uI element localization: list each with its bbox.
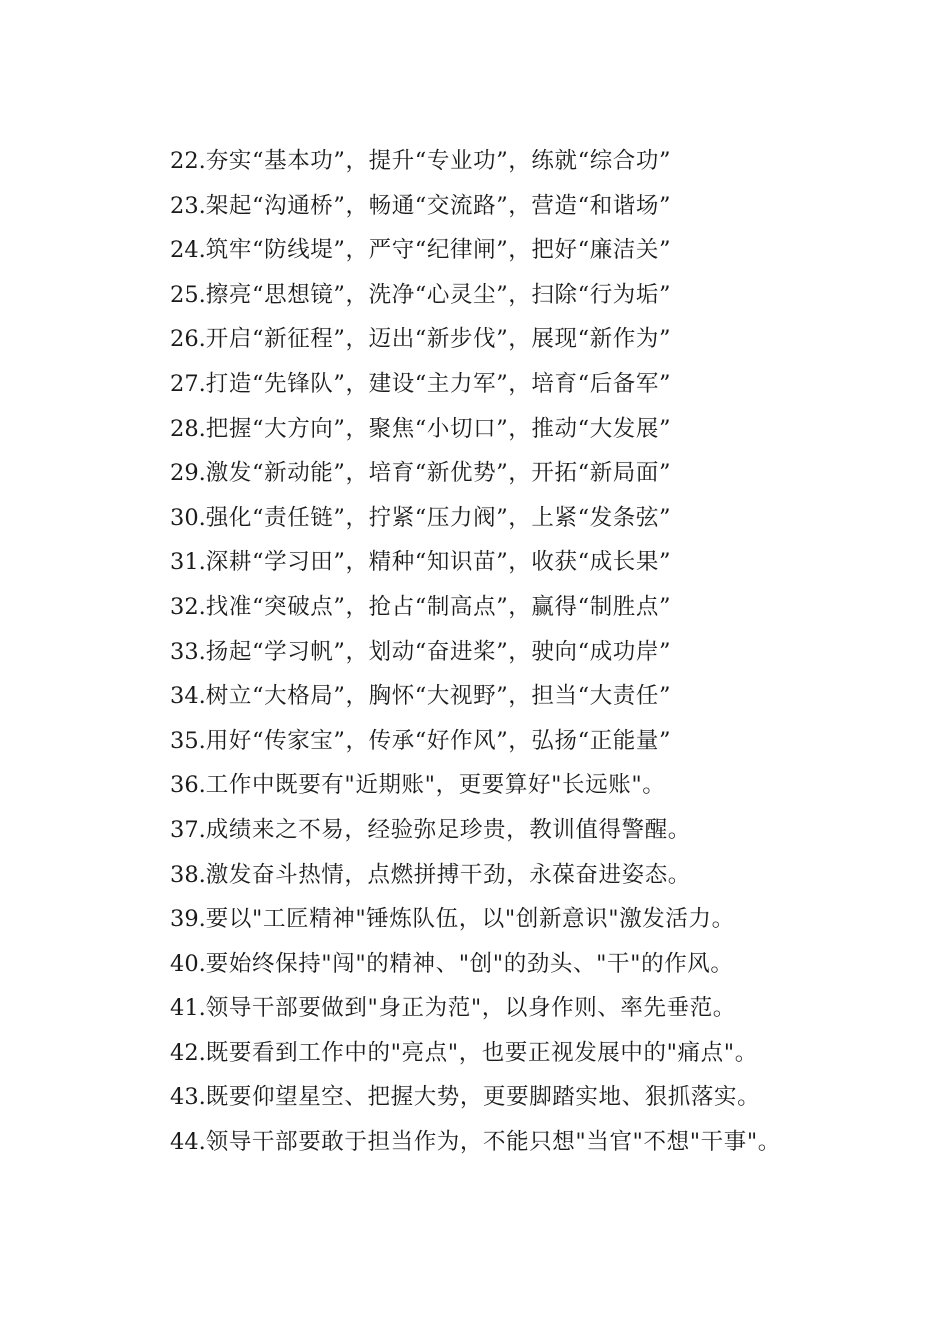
list-item — [170, 362, 890, 407]
list-item — [170, 897, 890, 942]
list-item — [170, 1120, 890, 1165]
item-text: 成绩来之不易，经验弥足珍贵，教训值得警醒。 — [205, 816, 691, 843]
list-item — [170, 1075, 890, 1120]
item-text: 既要看到工作中的"亮点"，也要正视发展中的"痛点"。 — [205, 1039, 758, 1066]
list-item — [170, 763, 890, 808]
item-number: 35. — [170, 727, 206, 754]
item-text: 强化“责任链”，拧紧“压力阀”，上紧“发条弦” — [205, 504, 672, 531]
item-text: 要始终保持"闯"的精神、"创"的劲头、"干"的作风。 — [205, 950, 734, 977]
item-number: 30. — [170, 504, 206, 531]
list-item — [170, 273, 890, 318]
item-number: 39. — [170, 906, 206, 933]
item-number: 38. — [170, 861, 206, 888]
item-number: 32. — [170, 593, 206, 620]
item-number: 26. — [170, 326, 206, 353]
item-number: 43. — [170, 1084, 206, 1111]
list-item — [170, 719, 890, 764]
item-number: 22. — [170, 148, 206, 174]
item-number: 37. — [170, 816, 206, 843]
item-number: 25. — [170, 281, 206, 308]
item-number: 33. — [170, 638, 206, 665]
list-item — [170, 496, 890, 541]
list-item — [170, 585, 890, 630]
item-number: 29. — [170, 460, 206, 487]
list-item — [170, 451, 890, 496]
item-text: 筑牢“防线堤”，严守“纪律闸”，把好“廉洁关” — [205, 237, 672, 264]
list-item — [170, 630, 890, 675]
item-text: 打造“先锋队”，建设“主力军”，培育“后备军” — [205, 370, 672, 397]
item-text: 工作中既要有"近期账"，更要算好"长远账"。 — [205, 772, 666, 799]
list-item — [170, 228, 890, 273]
item-text: 既要仰望星空、把握大势，更要脚踏实地、狠抓落实。 — [205, 1084, 761, 1111]
item-text: 夯实“基本功”，提升“专业功”，练就“综合功” — [205, 148, 672, 174]
item-text: 激发“新动能”，培育“新优势”，开拓“新局面” — [205, 460, 672, 487]
item-number: 36. — [170, 772, 206, 799]
list-item — [170, 184, 890, 229]
item-number: 40. — [170, 950, 206, 977]
item-text: 要以"工匠精神"锤炼队伍，以"创新意识"激发活力。 — [205, 906, 735, 933]
item-number: 23. — [170, 192, 206, 219]
list-item — [170, 317, 890, 362]
list-item — [170, 853, 890, 898]
item-text: 深耕“学习田”，精种“知识苗”，收获“成长果” — [205, 549, 672, 576]
list-item — [170, 1031, 890, 1076]
item-text: 开启“新征程”，迈出“新步伐”，展现“新作为” — [205, 326, 672, 353]
item-text: 领导干部要做到"身正为范"，以身作则、率先垂范。 — [205, 995, 736, 1022]
item-number: 28. — [170, 415, 206, 442]
list-item — [170, 139, 890, 184]
item-text: 擦亮“思想镜”，洗净“心灵尘”，扫除“行为垢” — [205, 281, 672, 308]
item-text: 找准“突破点”，抢占“制高点”，赢得“制胜点” — [205, 593, 672, 620]
list-item — [170, 674, 890, 719]
item-number: 41. — [170, 995, 206, 1022]
item-text: 扬起“学习帆”，划动“奋进桨”，驶向“成功岸” — [205, 638, 672, 665]
item-text: 架起“沟通桥”，畅通“交流路”，营造“和谐场” — [205, 192, 672, 219]
item-text: 树立“大格局”，胸怀“大视野”，担当“大责任” — [205, 683, 672, 710]
item-text: 领导干部要敢于担当作为，不能只想"当官"不想"干事"。 — [205, 1129, 781, 1156]
item-number: 34. — [170, 683, 206, 710]
list-item — [170, 540, 890, 585]
item-text: 把握“大方向”，聚焦“小切口”，推动“大发展” — [205, 415, 672, 442]
list-item — [170, 942, 890, 987]
item-text: 激发奋斗热情，点燃拼搏干劲，永葆奋进姿态。 — [205, 861, 691, 888]
item-number: 44. — [170, 1129, 206, 1156]
list-item — [170, 986, 890, 1031]
item-number: 42. — [170, 1039, 206, 1066]
item-number: 24. — [170, 237, 206, 264]
item-number: 31. — [170, 549, 206, 576]
item-text: 用好“传家宝”，传承“好作风”，弘扬“正能量” — [205, 727, 672, 754]
list-item — [170, 407, 890, 452]
list-item — [170, 808, 890, 853]
slogan-list — [170, 139, 890, 1165]
item-number: 27. — [170, 370, 206, 397]
